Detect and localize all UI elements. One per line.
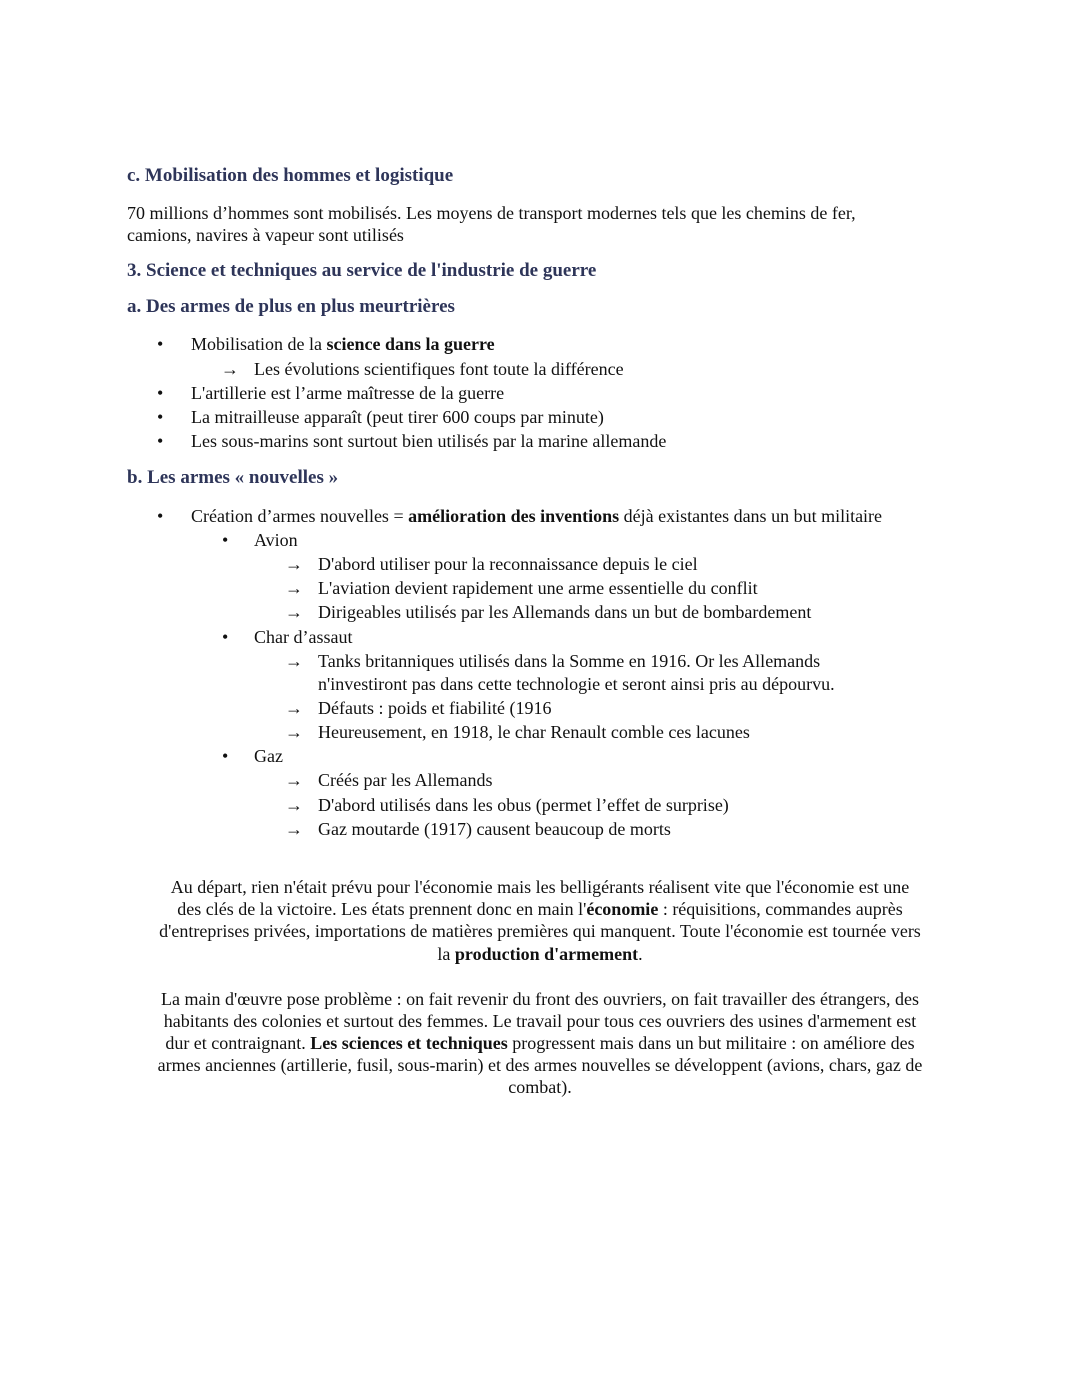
arrow-right-icon: → — [285, 770, 303, 790]
text-segment: camions, navires à vapeur sont utilisés — [127, 225, 404, 245]
list-item — [254, 745, 283, 767]
arrow-right-icon: → — [285, 578, 303, 598]
text-segment: Les sous-marins sont surtout bien utilisés par la marine allemande — [191, 431, 667, 451]
text-segment: b. Les armes « nouvelles » — [127, 467, 339, 488]
text-segment: Création d’armes nouvelles = — [191, 506, 409, 526]
text-segment: Au départ, rien n'était prévu pour l'économie mais les belligérants réalisent vite que l'économie est une — [170, 877, 910, 897]
text-segment: Heureusement, en 1918, le char Renault comble ces lacunes — [318, 722, 750, 742]
bullet-icon: • — [222, 627, 229, 647]
arrow-right-icon: → — [285, 795, 303, 815]
text-segment: habitants des colonies et surtout des femmes. Le travail pour tous ces ouvriers des usines d'armement est — [163, 1011, 917, 1031]
text-segment: des clés de la victoire. Les états prennent donc en main l' — [177, 899, 587, 919]
text-segment: L'aviation devient rapidement une arme essentielle du conflit — [318, 578, 758, 598]
paragraph-line — [0, 898, 1080, 920]
text-segment: Avion — [254, 530, 298, 550]
text-segment: Gaz — [254, 746, 283, 766]
text-segment: 70 millions d’hommes sont mobilisés. Les moyens de transport modernes tels que les chemins de fer, — [127, 203, 856, 223]
list-item — [318, 697, 551, 719]
text-segment: D'abord utiliser pour la reconnaissance depuis le ciel — [318, 554, 698, 574]
list-item — [191, 505, 882, 527]
text-segment: Tanks britanniques utilisés dans la Somme en 1916. Or les Allemands — [318, 651, 821, 671]
list-item — [254, 626, 352, 648]
paragraph-line — [0, 920, 1080, 942]
list-item — [318, 721, 750, 743]
heading-armes-nouvelles — [127, 467, 338, 489]
text-segment: Mobilisation de la — [191, 334, 327, 354]
bullet-icon: • — [222, 530, 229, 550]
arrow-right-icon: → — [285, 698, 303, 718]
arrow-right-icon: → — [285, 722, 303, 742]
bold-text: science dans la guerre — [326, 334, 495, 354]
text-segment: Défauts : poids et fiabilité (1916 — [318, 698, 552, 718]
list-item — [191, 406, 604, 428]
text-segment: L'artillerie est l’arme maîtresse de la guerre — [191, 383, 505, 403]
heading-mobilisation — [127, 165, 453, 187]
arrow-right-icon: → — [285, 554, 303, 574]
arrow-right-icon: → — [221, 359, 239, 379]
text-segment: 3. Science et techniques au service de l'industrie de guerre — [127, 260, 597, 281]
text-segment: La main d'œuvre pose problème : on fait revenir du front des ouvriers, on fait travailler des étrangers, des — [161, 989, 919, 1009]
paragraph-line — [0, 1076, 1080, 1098]
bullet-icon: • — [157, 334, 164, 354]
list-item — [318, 673, 835, 695]
bold-text: production d'armement — [454, 944, 639, 964]
bullet-icon: • — [157, 407, 164, 427]
list-item — [318, 577, 758, 599]
text-segment: : réquisitions, commandes auprès — [658, 899, 903, 919]
text-segment: c. Mobilisation des hommes et logistique — [127, 165, 454, 186]
list-item — [254, 529, 298, 551]
text-segment: la — [437, 944, 455, 964]
heading-armes-meurtrieres — [127, 296, 455, 318]
paragraph-line — [127, 224, 404, 246]
arrow-right-icon: → — [285, 651, 303, 671]
bold-text: amélioration des inventions — [408, 506, 620, 526]
text-segment: a. Des armes de plus en plus meurtrières — [127, 296, 455, 317]
text-segment: combat). — [508, 1077, 572, 1097]
heading-science-techniques — [127, 260, 596, 282]
paragraph-line — [0, 943, 1080, 965]
list-item — [191, 430, 666, 452]
arrow-right-icon: → — [285, 819, 303, 839]
text-segment: Char d’assaut — [254, 627, 353, 647]
paragraph-line — [0, 1054, 1080, 1076]
text-segment: Gaz moutarde (1917) causent beaucoup de morts — [318, 819, 671, 839]
list-item — [318, 553, 698, 575]
text-segment: La mitrailleuse apparaît (peut tirer 600 coups par minute) — [191, 407, 604, 427]
paragraph-line — [0, 876, 1080, 898]
bullet-icon: • — [157, 383, 164, 403]
text-segment: progressent mais dans un but militaire : on améliore des — [507, 1033, 915, 1053]
paragraph-line — [0, 988, 1080, 1010]
bullet-icon: • — [157, 506, 164, 526]
text-segment: armes anciennes (artillerie, fusil, sous-marin) et des armes nouvelles se développent (avions, chars, gaz de — [157, 1055, 923, 1075]
list-item — [318, 818, 671, 840]
bold-text: économie — [586, 899, 659, 919]
list-item — [191, 333, 495, 355]
list-item — [318, 650, 820, 672]
list-item — [254, 358, 624, 380]
paragraph-line — [127, 202, 856, 224]
list-item — [318, 601, 811, 623]
text-segment: D'abord utilisés dans les obus (permet l’effet de surprise) — [318, 795, 729, 815]
bullet-icon: • — [222, 746, 229, 766]
paragraph-line — [0, 1010, 1080, 1032]
bold-text: Les sciences et techniques — [310, 1033, 508, 1053]
list-item — [318, 794, 729, 816]
bullet-icon: • — [157, 431, 164, 451]
list-item — [318, 769, 492, 791]
text-segment: . — [638, 944, 643, 964]
text-segment: Les évolutions scientifiques font toute la différence — [254, 359, 624, 379]
arrow-right-icon: → — [285, 602, 303, 622]
list-item — [191, 382, 504, 404]
paragraph-line — [0, 1032, 1080, 1054]
text-segment: Créés par les Allemands — [318, 770, 493, 790]
text-segment: n'investiront pas dans cette technologie et seront ainsi pris au dépourvu. — [318, 674, 835, 694]
text-segment: Dirigeables utilisés par les Allemands dans un but de bombardement — [318, 602, 812, 622]
text-segment: dur et contraignant. — [165, 1033, 311, 1053]
text-segment: déjà existantes dans un but militaire — [619, 506, 883, 526]
text-segment: d'entreprises privées, importations de matières premières qui manquent. Toute l'économie est tournée vers — [159, 921, 921, 941]
